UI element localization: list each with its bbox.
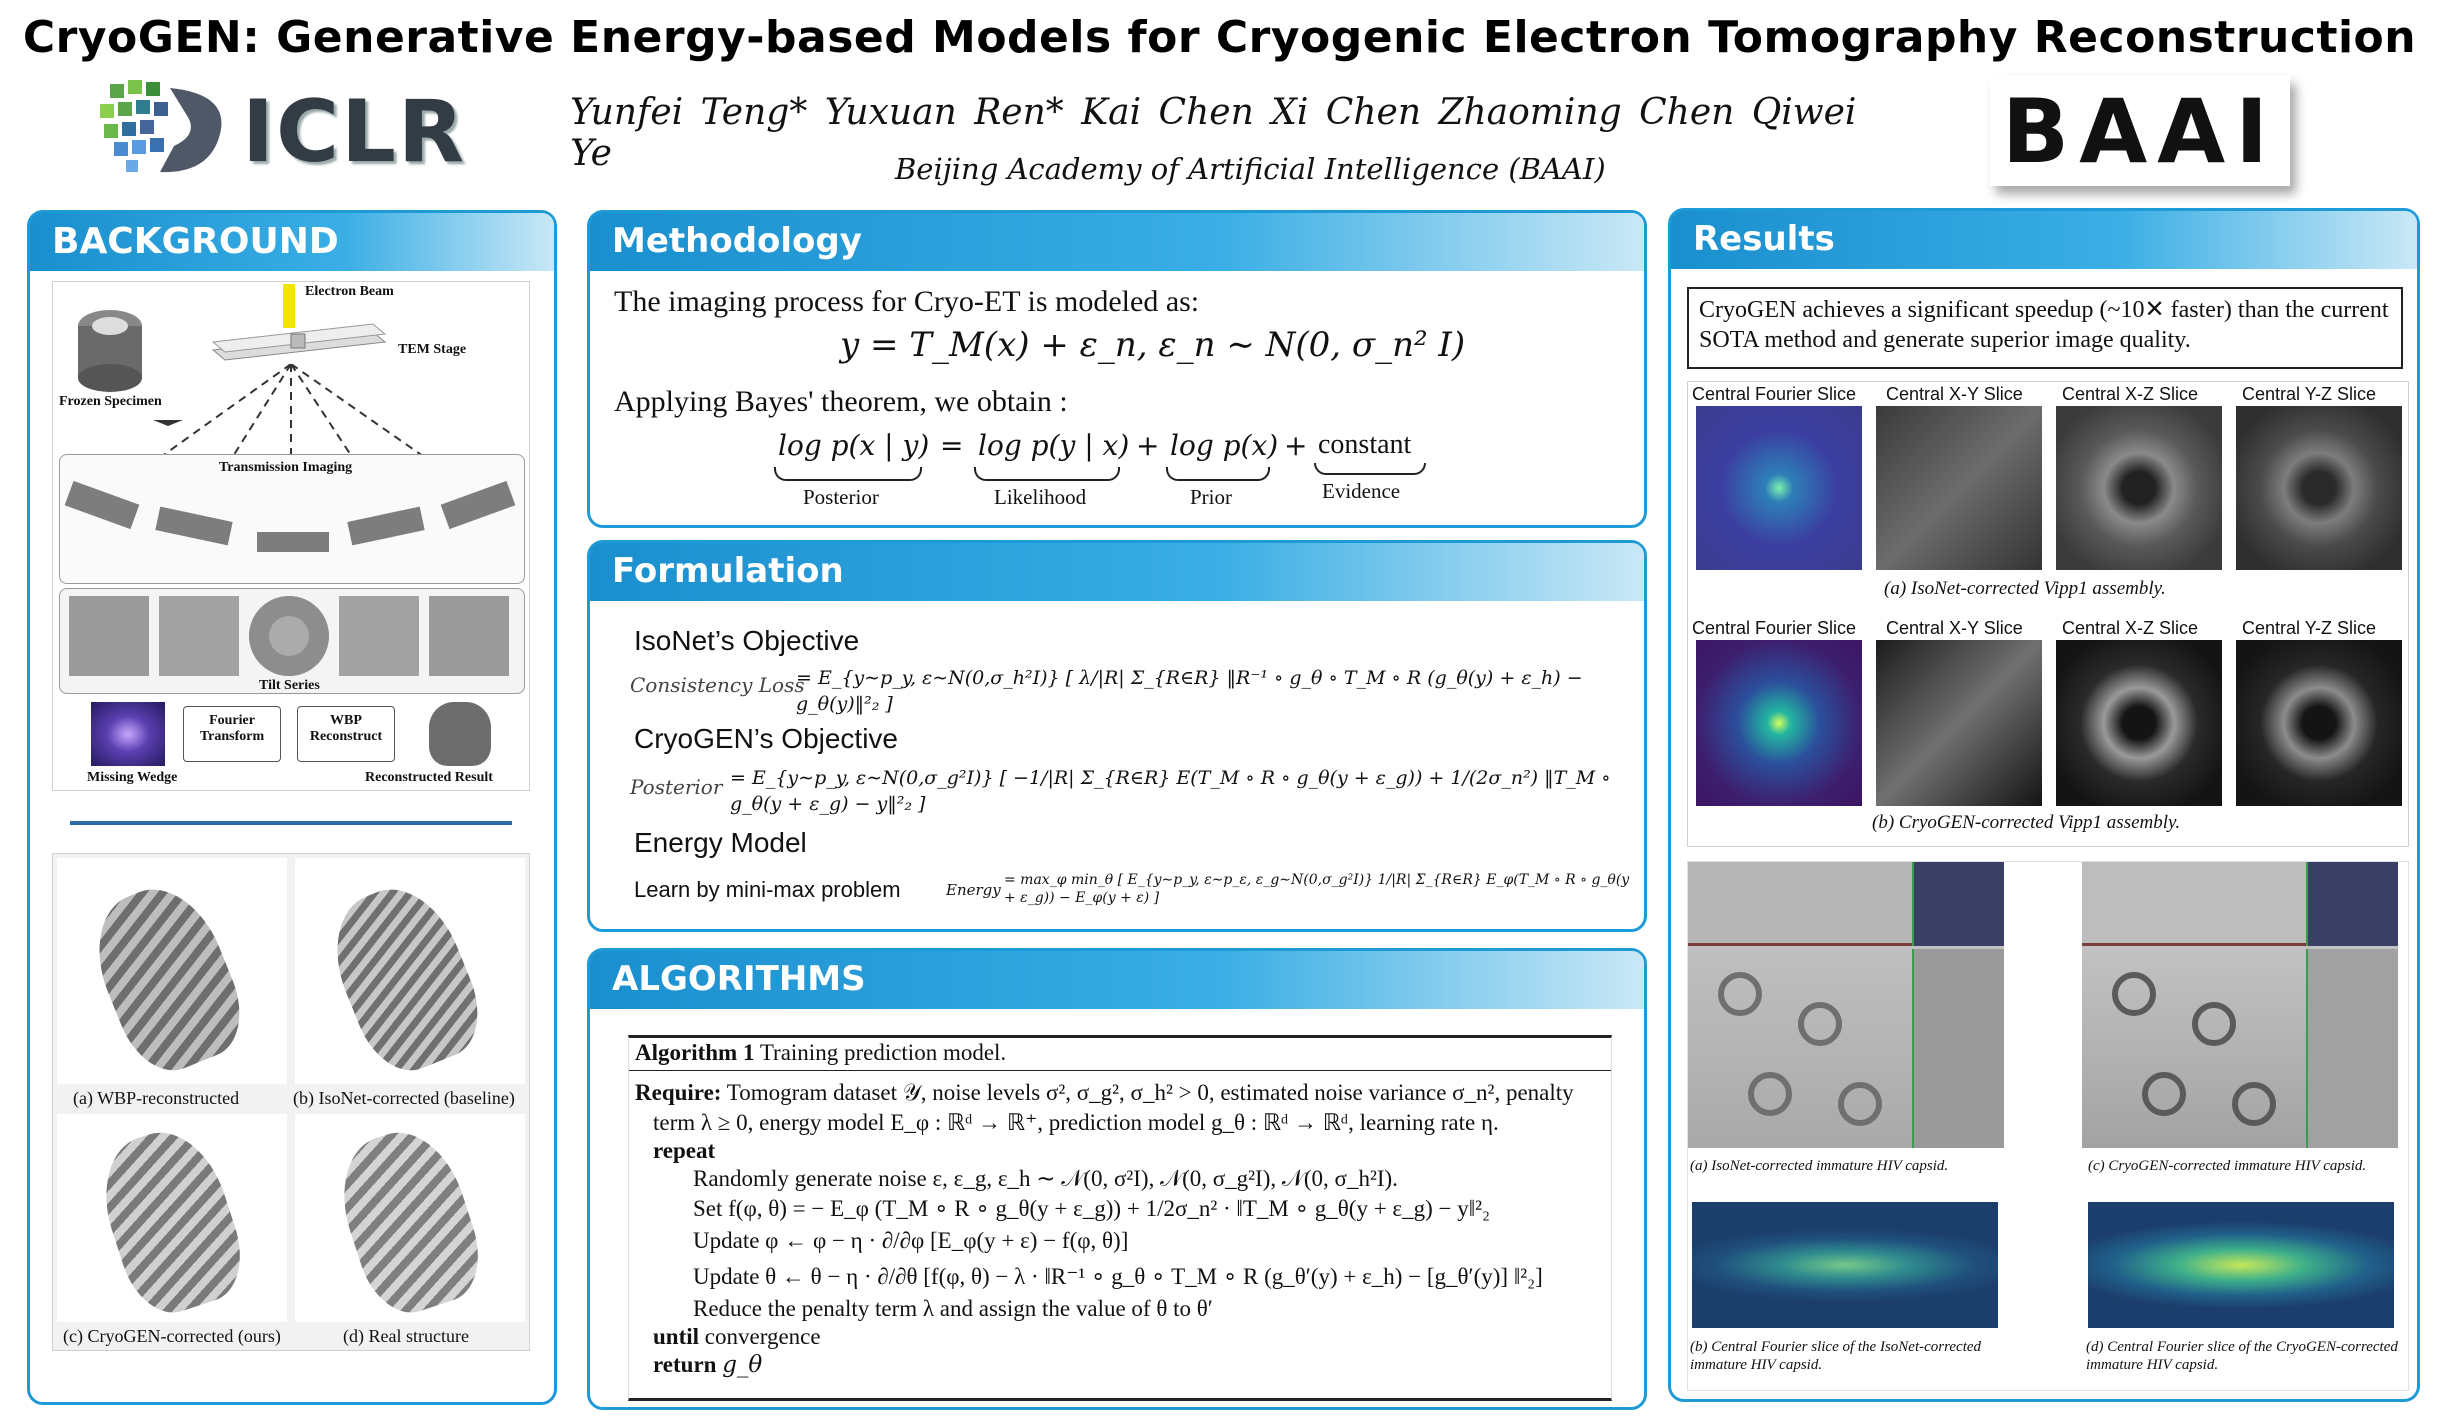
algorithm-title: [635, 1040, 1006, 1066]
caption-cryogen: (c) CryoGEN-corrected (ours): [63, 1326, 281, 1346]
prior-label: Prior: [1190, 485, 1232, 509]
imaging-equation: y = T_M(x) + ε_n, ε_n ∼ N(0, σ_n² I): [840, 325, 1466, 365]
imaging-diagram: [52, 281, 530, 791]
return-value: g_θ: [722, 1352, 763, 1378]
algorithm-step-3: Update φ ← φ − η · ∂/∂φ [E_φ(y + ε) − f(φ, θ)]: [693, 1228, 1129, 1253]
methodology-line-2: Applying Bayes' theorem, we obtain :: [614, 385, 1068, 418]
methodology-header: Methodology: [590, 213, 1644, 271]
section-divider: [70, 821, 512, 825]
algorithm-title-text: Training prediction model.: [759, 1040, 1007, 1065]
hiv-capsid-figure: [1687, 861, 2409, 1391]
results-summary: CryoGEN achieves a significant speedup (~10✕ faster) than the current SOTA method and generate superior image quality.: [1687, 287, 2403, 369]
caption-real: (d) Real structure: [343, 1326, 469, 1346]
reconstructed-result-label: Reconstructed Result: [365, 770, 493, 785]
isonet-objective-lhs: Consistency Loss: [630, 673, 805, 697]
posterior-label: Posterior: [803, 485, 879, 509]
isonet-objective-title: IsoNet’s Objective: [634, 625, 860, 656]
background-panel: [27, 210, 557, 1405]
require-line-1: Tomogram dataset 𝒴, noise levels σ², σ_g², σ_h² > 0, estimated noise variance σ_n², penalty: [726, 1080, 1574, 1105]
energy-equation: = max_φ min_θ [ E_{y∼p_y, ε∼p_ε, ε_g∼N(0,σ_g²I)} 1/|R| Σ_{R∈R} E_φ(T_M ∘ R ∘ g_θ(y + ε_g)) − E_φ(y + ε) ]: [1004, 872, 1630, 906]
algorithm-title-rule: [629, 1070, 1611, 1071]
tilt-image-4: [339, 596, 419, 676]
real-structure-image: [295, 1114, 525, 1322]
tem-stage-label: TEM Stage: [398, 342, 467, 357]
tilt-image-3: [249, 596, 329, 676]
energy-model-desc: Learn by mini-max problem: [634, 877, 901, 902]
caption-isonet: (b) IsoNet-corrected (baseline): [293, 1088, 515, 1108]
formulation-header: Formulation: [590, 543, 1644, 601]
algorithm-box: [628, 1035, 1612, 1401]
algorithm-step-5: Reduce the penalty term λ and assign the value of θ to θ′: [693, 1296, 1213, 1321]
until-keyword: until: [653, 1324, 700, 1349]
reconstructed-result-image: [429, 702, 491, 766]
isonet-corrected-image: [295, 858, 525, 1084]
algorithms-panel: [587, 948, 1647, 1410]
tem-stage-icon: [203, 322, 393, 368]
cryogen-yz-slice: [2236, 640, 2402, 806]
vipp1-figure: [1687, 381, 2409, 847]
background-header: BACKGROUND: [30, 213, 554, 271]
tilt-image-2: [159, 596, 239, 676]
results-header: Results: [1671, 211, 2417, 269]
evidence-label: Evidence: [1322, 479, 1401, 503]
evidence-expr: constant: [1318, 429, 1412, 460]
algorithm-title-number: Algorithm 1: [635, 1040, 755, 1065]
cryogen-hiv-fourier-slice: [2088, 1202, 2394, 1328]
cryogen-objective-equation: = E_{y∼p_y, ε∼N(0,σ_g²I)} [ −1/|R| Σ_{R∈R} E(T_M ∘ R ∘ g_θ(y + ε_g)) + 1/(2σ_n²) ‖T_M ∘ g_θ(y + ε_g) − y‖²₂ ]: [730, 767, 1611, 815]
iclr-mosaic-icon: [90, 74, 240, 184]
slice-header-xy-a: Central X-Y Slice: [1886, 384, 2023, 404]
iclr-logo-text: ICLR: [242, 82, 467, 182]
transmission-imaging-label: Transmission Imaging: [219, 460, 353, 475]
cryogen-fourier-slice: [1696, 640, 1862, 806]
algorithms-header: ALGORITHMS: [590, 951, 1644, 1009]
baai-logo-text: BAAI: [2002, 80, 2279, 183]
posterior-brace: [774, 467, 922, 481]
isonet-fourier-slice: [1696, 406, 1862, 570]
energy-model-title: Energy Model: [634, 827, 807, 858]
wbp-reconstruct-box: WBP Reconstruct: [297, 706, 395, 762]
slice-header-yz-a: Central Y-Z Slice: [2242, 384, 2377, 404]
methodology-panel: [587, 210, 1647, 528]
tilt-series-label: Tilt Series: [259, 678, 320, 693]
wbp-reconstructed-image: [57, 858, 287, 1084]
isonet-hiv-fourier-slice: [1692, 1202, 1998, 1328]
hiv-caption-b: (b) Central Fourier slice of the IsoNet-corrected immature HIV capsid.: [1690, 1339, 1982, 1373]
missing-wedge-image: [91, 702, 165, 766]
affiliation: Beijing Academy of Artificial Intelligence (BAAI): [895, 152, 1606, 186]
baai-logo: [1990, 76, 2290, 186]
vipp1-caption-a: (a) IsoNet-corrected Vipp1 assembly.: [1884, 578, 2166, 599]
formulation-panel: [587, 540, 1647, 932]
tilt-image-1: [69, 596, 149, 676]
hiv-caption-d: (d) Central Fourier slice of the CryoGEN-corrected immature HIV capsid.: [2086, 1339, 2398, 1373]
isonet-objective-equation: = E_{y∼p_y, ε∼N(0,σ_h²I)} [ λ/|R| Σ_{R∈R} ‖R⁻¹ ∘ g_θ ∘ T_M ∘ R (g_θ(y) + ε_h) − g_θ(y)‖²₂ ]: [796, 667, 1583, 715]
slice-header-xz-b: Central X-Z Slice: [2062, 618, 2199, 638]
posterior-expr: log p(x | y): [778, 429, 930, 462]
cryogen-xy-slice: [1876, 640, 2042, 806]
return-keyword: return: [653, 1352, 717, 1377]
isonet-xz-slice: [2056, 406, 2222, 570]
prior-expr: log p(x): [1170, 429, 1279, 462]
isonet-hiv-tomogram: [1688, 862, 2004, 1148]
poster-title: CryoGEN: Generative Energy-based Models for Cryogenic Electron Tomography Reconstruction: [22, 12, 2417, 63]
electron-beam-label: Electron Beam: [305, 284, 394, 299]
likelihood-label: Likelihood: [994, 485, 1087, 509]
frozen-specimen-label: Frozen Specimen: [59, 394, 162, 409]
evidence-brace: [1314, 463, 1426, 475]
algorithm-step-2: Set f(φ, θ) = − E_φ (T_M ∘ R ∘ g_θ(y + ε_g)) + 1/2σ_n² · ‖T_M ∘ g_θ(y + ε_g) − y‖²₂: [693, 1196, 1491, 1221]
cryogen-objective-title: CryoGEN’s Objective: [634, 723, 899, 754]
hiv-caption-c: (c) CryoGEN-corrected immature HIV capsid.: [2088, 1158, 2367, 1174]
reconstruction-comparison: [52, 853, 530, 1351]
isonet-xy-slice: [1876, 406, 2042, 570]
slice-header-fourier-a: Central Fourier Slice: [1692, 384, 1857, 404]
require-keyword: Require:: [635, 1080, 722, 1105]
algorithm-step-4: Update θ ← θ − η · ∂/∂θ [f(φ, θ) − λ · ‖R⁻¹ ∘ g_θ ∘ T_M ∘ R (g_θ′(y) + ε_h) − [g_θ′(y)] ‖²₂]: [693, 1264, 1543, 1289]
until-condition: convergence: [704, 1324, 821, 1349]
likelihood-brace: [974, 467, 1120, 481]
author-list: Yunfei Teng* Yuxuan Ren* Kai Chen Xi Chen Zhaoming Chen Qiwei Ye: [570, 92, 1857, 174]
cryogen-xz-slice: [2056, 640, 2222, 806]
hiv-caption-a: (a) IsoNet-corrected immature HIV capsid.: [1690, 1158, 1949, 1174]
results-panel: [1668, 208, 2420, 1402]
vipp1-caption-b: (b) CryoGEN-corrected Vipp1 assembly.: [1872, 812, 2181, 833]
repeat-keyword: repeat: [653, 1138, 716, 1163]
equals-sign: =: [940, 429, 964, 462]
missing-wedge-label: Missing Wedge: [87, 770, 178, 785]
projection-3: [257, 532, 329, 552]
fourier-transform-box: Fourier Transform: [183, 706, 281, 762]
energy-lhs: Energy: [946, 881, 1001, 899]
caption-wbp: (a) WBP-reconstructed: [73, 1088, 240, 1108]
prior-brace: [1166, 467, 1270, 481]
slice-header-yz-b: Central Y-Z Slice: [2242, 618, 2377, 638]
plus-sign-1: +: [1136, 429, 1160, 462]
algorithm-step-1: Randomly generate noise ε, ε_g, ε_h ∼ 𝒩(0, σ²I), 𝒩(0, σ_g²I), 𝒩(0, σ_h²I).: [693, 1166, 1398, 1191]
iclr-logo: [90, 74, 490, 184]
plus-sign-2: +: [1284, 429, 1308, 462]
cryogen-objective-lhs: Posterior: [630, 775, 723, 799]
cryogen-corrected-image: [57, 1114, 287, 1322]
slice-header-fourier-b: Central Fourier Slice: [1692, 618, 1857, 638]
slice-header-xz-a: Central X-Z Slice: [2062, 384, 2199, 404]
isonet-yz-slice: [2236, 406, 2402, 570]
require-line-2: term λ ≥ 0, energy model E_φ : ℝᵈ → ℝ⁺, prediction model g_θ : ℝᵈ → ℝᵈ, learning rate η.: [653, 1110, 1499, 1135]
methodology-line-1: The imaging process for Cryo-ET is modeled as:: [614, 285, 1200, 318]
tilt-image-5: [429, 596, 509, 676]
cryogen-hiv-tomogram: [2082, 862, 2398, 1148]
likelihood-expr: log p(y | x): [978, 429, 1130, 462]
slice-header-xy-b: Central X-Y Slice: [1886, 618, 2023, 638]
